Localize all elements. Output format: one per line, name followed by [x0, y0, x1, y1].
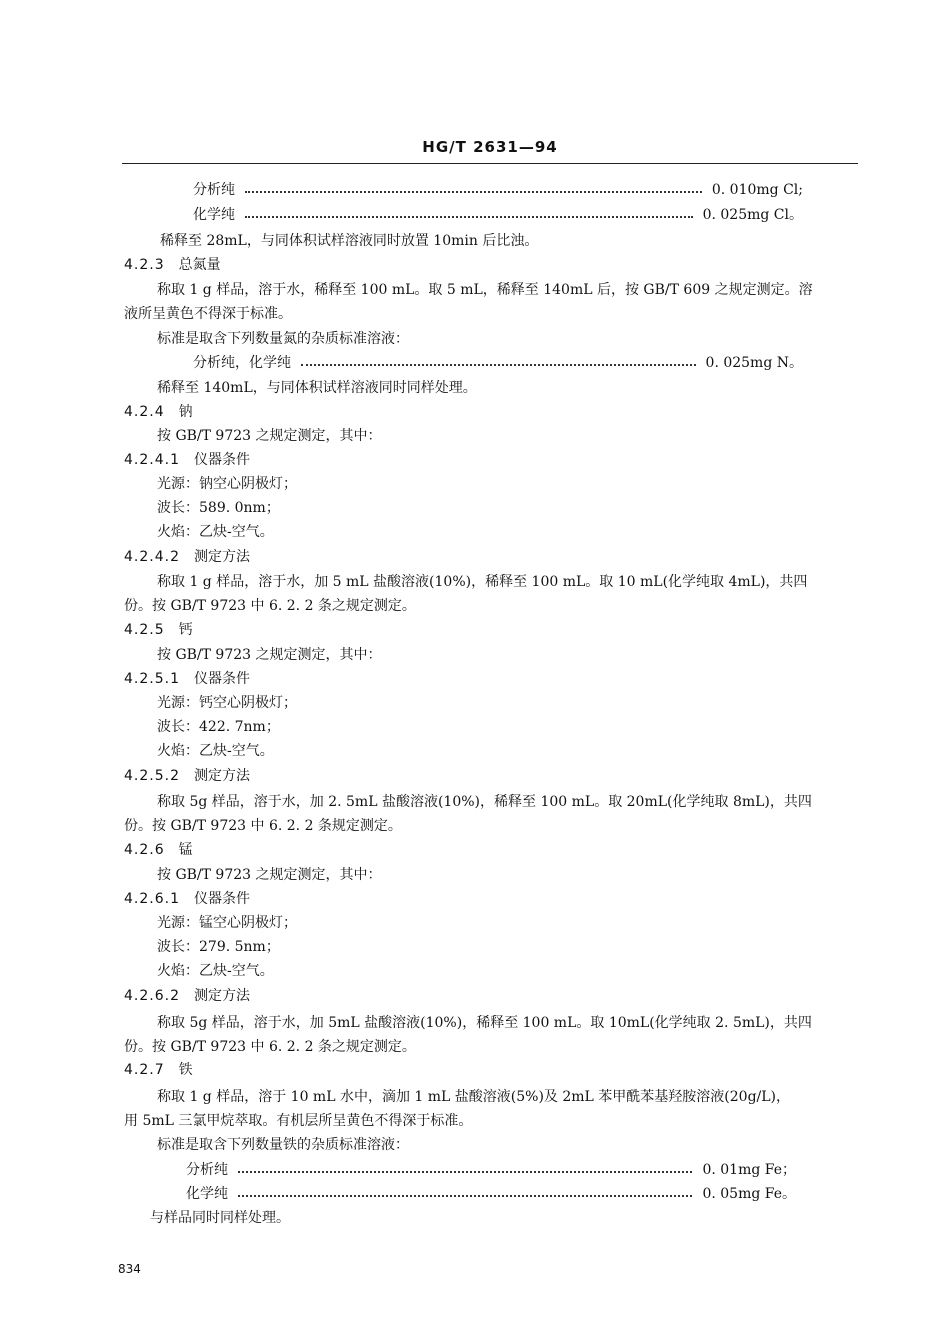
section-number: 4.2.5.1 [124, 671, 180, 687]
chloride-chemical-row [193, 205, 803, 225]
section-4-2-6-2-heading [124, 986, 250, 1006]
paragraph-line: 称取 1 g 样品，溶于 10 mL 水中，滴加 1 mL 盐酸溶液(5%)及 2mL 苯甲酰苯基羟胺溶液(20g/L)， [157, 1089, 791, 1105]
section-4-2-4-1-heading [124, 450, 250, 470]
chloride-analytical-row [193, 180, 803, 200]
chloride-dilution-note: 稀释至 28mL，与同体积试样溶液同时放置 10min 后比浊。 [160, 233, 539, 249]
paragraph-line: 称取 5g 样品，溶于水，加 2. 5mL 盐酸溶液(10%)，稀释至 100 mL。取 20mL(化学纯取 8mL)，共四 [157, 794, 812, 810]
section-number: 4.2.5.2 [124, 768, 180, 784]
section-4-2-4-2-heading [124, 547, 250, 567]
limit-value: 0. 025mg Cl。 [702, 207, 803, 223]
section-number: 4.2.5 [124, 622, 165, 638]
section-title: 锰 [178, 842, 193, 858]
light-source: 光源：钙空心阴极灯； [157, 695, 297, 711]
section-number: 4.2.7 [124, 1062, 165, 1078]
limit-value: 0. 010mg Cl; [711, 182, 803, 198]
section-title: 铁 [178, 1062, 193, 1078]
section-title: 测定方法 [193, 549, 250, 565]
wavelength: 波长：279. 5nm； [157, 939, 280, 955]
section-4-2-5-1-heading [124, 669, 250, 689]
section-number: 4.2.6.2 [124, 988, 180, 1004]
section-number: 4.2.3 [124, 257, 165, 273]
flame: 火焰：乙炔-空气。 [157, 743, 274, 759]
section-number: 4.2.6.1 [124, 891, 180, 907]
section-number: 4.2.4 [124, 404, 165, 420]
section-4-2-5-heading [124, 620, 193, 640]
section-intro: 按 GB/T 9723 之规定测定，其中： [157, 428, 382, 444]
section-intro: 按 GB/T 9723 之规定测定，其中： [157, 647, 382, 663]
closing-note: 与样品同时同样处理。 [150, 1210, 290, 1226]
limit-value: 0. 05mg Fe。 [702, 1186, 796, 1202]
header-rule [122, 163, 858, 164]
standard-intro: 标准是取含下列数量铁的杂质标准溶液： [157, 1137, 409, 1153]
paragraph-line: 份。按 GB/T 9723 中 6. 2. 2 条之规定测定。 [124, 1039, 416, 1055]
section-4-2-6-1-heading [124, 889, 250, 909]
dot-leader [301, 364, 696, 366]
section-title: 测定方法 [193, 768, 250, 784]
section-4-2-5-2-heading [124, 766, 250, 786]
grade-label: 化学纯 [193, 207, 235, 223]
section-title: 测定方法 [193, 988, 250, 1004]
section-title: 仪器条件 [193, 891, 250, 907]
paragraph-line: 称取 5g 样品，溶于水，加 5mL 盐酸溶液(10%)，稀释至 100 mL。取 10mL(化学纯取 2. 5mL)，共四 [157, 1015, 812, 1031]
section-title: 总氮量 [178, 257, 221, 273]
iron-chemical-row [186, 1184, 796, 1204]
nitrogen-standard-row [193, 353, 803, 373]
limit-value: 0. 025mg N。 [705, 355, 803, 371]
grade-label: 分析纯，化学纯 [193, 355, 291, 371]
limit-value: 0. 01mg Fe； [702, 1162, 796, 1178]
paragraph-line: 液所呈黄色不得深于标准。 [124, 306, 292, 322]
section-title: 仪器条件 [193, 671, 250, 687]
section-title: 钙 [178, 622, 193, 638]
section-title: 仪器条件 [193, 452, 250, 468]
light-source: 光源：锰空心阴极灯； [157, 915, 297, 931]
light-source: 光源：钠空心阴极灯； [157, 476, 297, 492]
section-4-2-6-heading [124, 840, 193, 860]
dot-leader [245, 191, 702, 193]
paragraph-line: 称取 1 g 样品，溶于水，稀释至 100 mL。取 5 mL，稀释至 140mL 后，按 GB/T 609 之规定测定。溶 [157, 282, 813, 298]
grade-label: 分析纯 [193, 182, 235, 198]
paragraph-line: 份。按 GB/T 9723 中 6. 2. 2 条规定测定。 [124, 818, 402, 834]
section-number: 4.2.4.1 [124, 452, 180, 468]
section-4-2-4-heading [124, 402, 193, 422]
grade-label: 化学纯 [186, 1186, 228, 1202]
page-number: 834 [118, 1262, 141, 1276]
paragraph-line: 份。按 GB/T 9723 中 6. 2. 2 条之规定测定。 [124, 598, 416, 614]
wavelength: 波长：422. 7nm； [157, 719, 280, 735]
section-intro: 按 GB/T 9723 之规定测定，其中： [157, 867, 382, 883]
section-number: 4.2.6 [124, 842, 165, 858]
dot-leader [238, 1171, 692, 1173]
wavelength: 波长：589. 0nm； [157, 500, 280, 516]
standard-intro: 标准是取含下列数量氮的杂质标准溶液： [157, 331, 409, 347]
iron-analytical-row [186, 1160, 796, 1180]
section-title: 钠 [178, 404, 193, 420]
paragraph-line: 用 5mL 三氯甲烷萃取。有机层所呈黄色不得深于标准。 [124, 1113, 473, 1129]
section-4-2-3-heading [124, 255, 221, 275]
nitrogen-dilution-note: 稀释至 140mL，与同体积试样溶液同时同样处理。 [157, 380, 477, 396]
flame: 火焰：乙炔-空气。 [157, 963, 274, 979]
grade-label: 分析纯 [186, 1162, 228, 1178]
dot-leader [238, 1195, 692, 1197]
section-number: 4.2.4.2 [124, 549, 180, 565]
flame: 火焰：乙炔-空气。 [157, 524, 274, 540]
section-4-2-7-heading [124, 1060, 193, 1080]
paragraph-line: 称取 1 g 样品，溶于水，加 5 mL 盐酸溶液(10%)，稀释至 100 mL。取 10 mL(化学纯取 4mL)，共四 [157, 574, 808, 590]
standard-code-header: HG/T 2631—94 [422, 138, 558, 156]
dot-leader [245, 216, 693, 218]
